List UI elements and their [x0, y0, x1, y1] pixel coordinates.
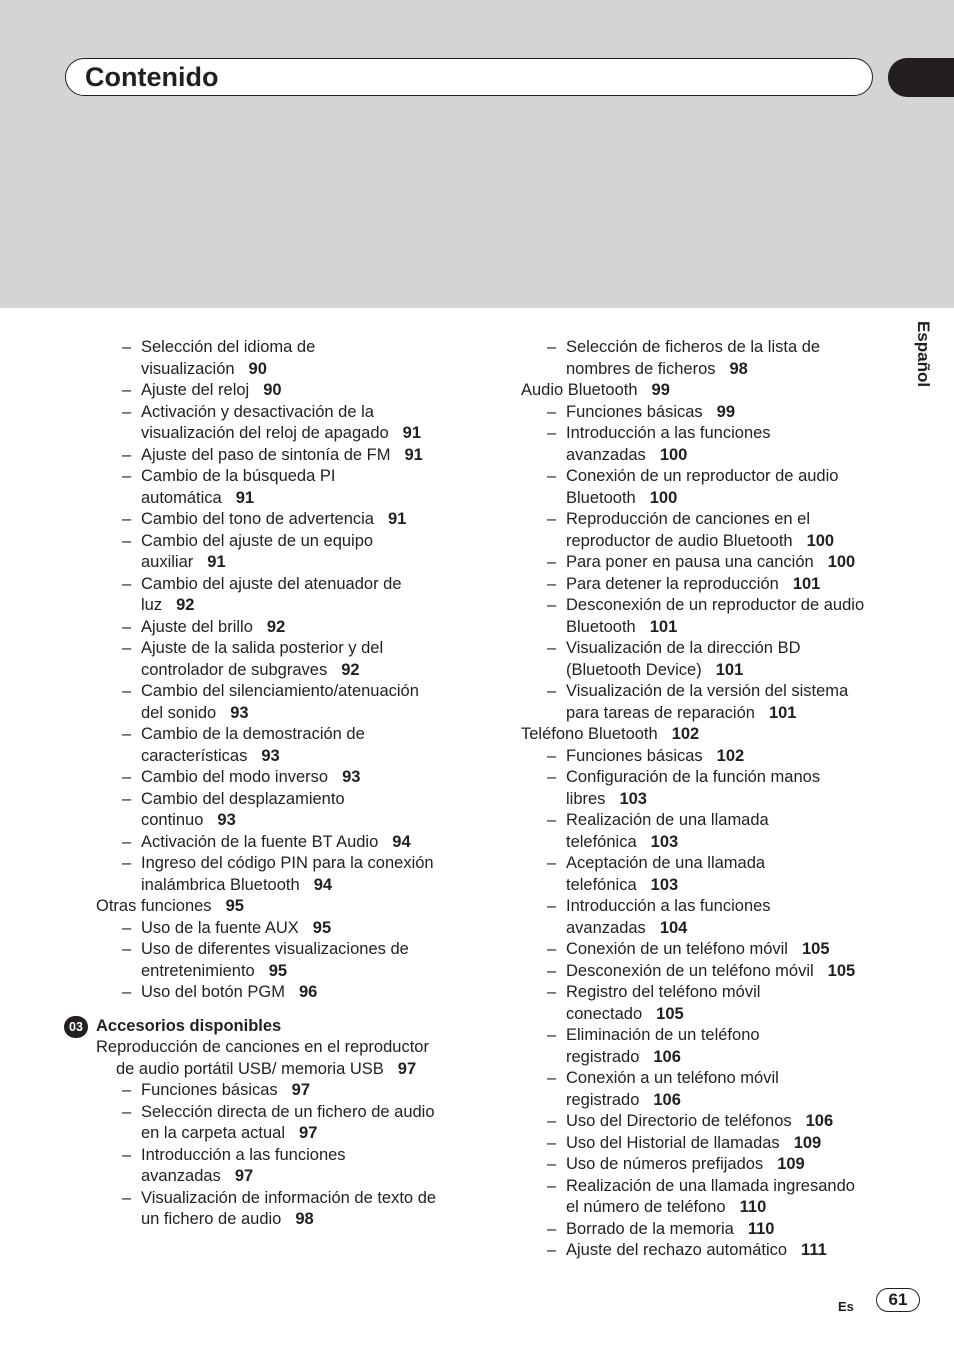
- toc-entry-title: Cambio de la demostración de características: [141, 725, 365, 765]
- toc-entry-title: Funciones básicas: [141, 1081, 278, 1099]
- toc-entry-title: Uso del botón PGM: [141, 983, 285, 1001]
- toc-topic[interactable]: [487, 380, 867, 402]
- toc-subentry[interactable]: [62, 832, 442, 854]
- footer-page-number: 61: [876, 1288, 920, 1312]
- toc-subentry[interactable]: [487, 961, 867, 983]
- toc-page-number: 91: [235, 488, 255, 507]
- toc-topic[interactable]: [62, 1037, 442, 1080]
- toc-page-number: 100: [649, 488, 678, 507]
- toc-entry-title: Funciones básicas: [566, 746, 703, 765]
- toc-entry-title: Para detener la reproducción: [566, 574, 779, 593]
- toc-entry-title: Reproducción de canciones en el reproductor de audio portátil USB/ memoria USB: [96, 1038, 429, 1078]
- dash-bullet: –: [547, 682, 557, 700]
- toc-entry-title: Cambio del desplazamiento continuo: [141, 789, 345, 829]
- toc-subentry[interactable]: [487, 466, 867, 509]
- toc-subentry[interactable]: [487, 1154, 867, 1176]
- toc-page-number: 96: [299, 983, 318, 1001]
- toc-entry-title: Realización de una llamada telefónica: [566, 811, 769, 851]
- toc-page-number: 110: [739, 1198, 767, 1216]
- toc-page-number: 103: [619, 789, 647, 808]
- toc-subentry[interactable]: [487, 767, 867, 810]
- toc-entry-title: Conexión de un teléfono móvil: [566, 940, 788, 958]
- dash-bullet: –: [122, 1188, 132, 1207]
- toc-entry-title: Cambio de la búsqueda PI automática: [141, 467, 336, 507]
- toc-page-number: 95: [268, 961, 288, 980]
- toc-subentry[interactable]: [62, 638, 442, 681]
- toc-entry-title: Visualización de la dirección BD (Bluetooth Device): [566, 639, 801, 679]
- toc-page-number: 105: [827, 961, 856, 980]
- toc-entry-title: Borrado de la memoria: [566, 1219, 734, 1238]
- toc-subentry[interactable]: [62, 445, 442, 467]
- toc-entry-title: Otras funciones: [96, 897, 212, 915]
- toc-subentry[interactable]: [62, 380, 442, 402]
- toc-page-number: 97: [397, 1059, 417, 1078]
- dash-bullet: –: [122, 617, 132, 636]
- toc-page-number: 105: [801, 940, 830, 958]
- toc-subentry[interactable]: [62, 724, 442, 767]
- dash-bullet: –: [547, 961, 557, 980]
- page-title: Contenido: [85, 62, 219, 92]
- toc-page-number: 110: [747, 1219, 775, 1238]
- dash-bullet: –: [547, 854, 557, 872]
- toc-entry-title: Para poner en pausa una canción: [566, 553, 814, 571]
- toc-page-number: 103: [650, 875, 679, 894]
- toc-entry-title: Aceptación de una llamada telefónica: [566, 854, 766, 894]
- dash-bullet: –: [547, 983, 557, 1001]
- dash-bullet: –: [122, 832, 132, 851]
- toc-page-number: 97: [234, 1167, 254, 1185]
- toc-left-column: [62, 337, 442, 1231]
- toc-page-number: 94: [313, 875, 333, 894]
- toc-page-number: 93: [230, 703, 249, 722]
- section-heading: [62, 1016, 442, 1038]
- toc-page-number: 100: [659, 445, 688, 464]
- toc-subentry[interactable]: [487, 1133, 867, 1155]
- toc-page-number: 97: [291, 1081, 311, 1099]
- toc-entry-title: Reproducción de canciones en el reproductor de audio Bluetooth: [566, 510, 810, 550]
- toc-subentry[interactable]: [62, 531, 442, 574]
- dash-bullet: –: [122, 918, 132, 937]
- toc-entry-title: Audio Bluetooth: [521, 381, 638, 399]
- toc-subentry[interactable]: [487, 810, 867, 853]
- toc-page-number: 91: [404, 445, 423, 464]
- toc-entry-title: Cambio del ajuste de un equipo auxiliar: [141, 531, 374, 571]
- dash-bullet: –: [122, 854, 132, 872]
- dash-bullet: –: [122, 940, 132, 958]
- toc-page-number: 91: [402, 424, 422, 442]
- toc-page-number: 98: [295, 1210, 314, 1228]
- toc-entry-title: Uso de diferentes visualizaciones de entretenimiento: [141, 940, 409, 980]
- toc-page-number: 101: [768, 703, 797, 722]
- toc-page-number: 92: [266, 617, 286, 636]
- toc-entry-title: Ingreso del código PIN para la conexión inalámbrica Bluetooth: [141, 854, 434, 894]
- toc-entry-title: Desconexión de un reproductor de audio Bluetooth: [566, 596, 865, 636]
- toc-entry-title: Uso del Directorio de teléfonos: [566, 1112, 792, 1130]
- dash-bullet: –: [547, 1155, 557, 1173]
- toc-subentry[interactable]: [487, 423, 867, 466]
- toc-subentry[interactable]: [487, 402, 867, 424]
- dash-bullet: –: [122, 381, 132, 399]
- dash-bullet: –: [547, 1026, 557, 1044]
- toc-entry-title: Uso del Historial de llamadas: [566, 1133, 780, 1152]
- toc-entry-title: Ajuste de la salida posterior y del controlador de subgraves: [141, 639, 384, 679]
- toc-page-number: 92: [176, 596, 195, 614]
- toc-subentry[interactable]: [62, 337, 442, 380]
- title-bar: [65, 58, 873, 96]
- dash-bullet: –: [122, 983, 132, 1001]
- dash-bullet: –: [547, 402, 557, 421]
- toc-subentry[interactable]: [62, 853, 442, 896]
- dash-bullet: –: [122, 725, 132, 743]
- toc-subentry[interactable]: [487, 1176, 867, 1219]
- dash-bullet: –: [547, 1133, 557, 1152]
- toc-entry-title: Visualización de la versión del sistema para tareas de reparación: [566, 682, 849, 722]
- dash-bullet: –: [547, 940, 557, 958]
- toc-page-number: 93: [217, 811, 236, 829]
- toc-topic[interactable]: [487, 724, 867, 746]
- toc-subentry[interactable]: [62, 509, 442, 531]
- toc-entry-title: Cambio del silenciamiento/atenuación del sonido: [141, 682, 419, 722]
- toc-subentry[interactable]: [487, 337, 867, 380]
- dash-bullet: –: [547, 574, 557, 593]
- dash-bullet: –: [122, 639, 132, 657]
- dash-bullet: –: [547, 897, 557, 915]
- dash-bullet: –: [122, 1102, 132, 1121]
- toc-subentry[interactable]: [487, 939, 867, 961]
- dash-bullet: –: [547, 746, 557, 765]
- toc-page-number: 100: [806, 531, 835, 550]
- toc-subentry[interactable]: [487, 1219, 867, 1241]
- dash-bullet: –: [122, 789, 132, 808]
- toc-page-number: 95: [312, 918, 332, 937]
- toc-subentry[interactable]: [487, 746, 867, 768]
- dash-bullet: –: [547, 768, 557, 786]
- toc-entry-title: Uso de la fuente AUX: [141, 918, 299, 937]
- toc-entry-title: Selección del idioma de visualización: [141, 338, 316, 378]
- toc-page-number: 90: [248, 359, 267, 378]
- toc-subentry[interactable]: [62, 1145, 442, 1188]
- dash-bullet: –: [122, 338, 132, 356]
- language-label: Español: [914, 320, 933, 388]
- toc-subentry[interactable]: [62, 1188, 442, 1231]
- toc-subentry[interactable]: [487, 509, 867, 552]
- toc-page-number: 95: [225, 897, 244, 915]
- toc-page-number: 97: [299, 1124, 318, 1142]
- dash-bullet: –: [122, 510, 132, 528]
- dash-bullet: –: [547, 639, 557, 657]
- toc-subentry[interactable]: [62, 789, 442, 832]
- dash-bullet: –: [122, 445, 132, 464]
- toc-subentry[interactable]: [487, 1025, 867, 1068]
- dash-bullet: –: [547, 811, 557, 829]
- toc-page-number: 106: [805, 1112, 834, 1130]
- toc-page-number: 98: [729, 359, 748, 378]
- toc-page-number: 92: [341, 660, 360, 679]
- toc-page-number: 94: [392, 832, 411, 851]
- dash-bullet: –: [547, 424, 557, 442]
- toc-page-number: 109: [793, 1133, 822, 1152]
- toc-subentry[interactable]: [62, 466, 442, 509]
- toc-subentry[interactable]: [487, 1111, 867, 1133]
- toc-subentry[interactable]: [487, 1240, 867, 1262]
- toc-entry-title: Selección directa de un fichero de audio en la carpeta actual: [141, 1102, 435, 1142]
- dash-bullet: –: [122, 768, 132, 786]
- footer-language-code: Es: [838, 1299, 854, 1314]
- toc-subentry[interactable]: [62, 681, 442, 724]
- toc-subentry[interactable]: [487, 574, 867, 596]
- toc-entry-title: Visualización de información de texto de un fichero de audio: [141, 1188, 437, 1228]
- language-tab-marker: [888, 282, 954, 298]
- toc-page-number: 91: [207, 553, 226, 571]
- toc-subentry[interactable]: [487, 896, 867, 939]
- toc-page-number: 101: [649, 617, 678, 636]
- toc-page-number: 91: [387, 510, 407, 528]
- dash-bullet: –: [122, 402, 132, 421]
- section-title: Accesorios disponibles: [96, 1016, 282, 1035]
- toc-subentry[interactable]: [62, 1080, 442, 1102]
- dash-bullet: –: [122, 531, 132, 550]
- toc-entry-title: Activación y desactivación de la visualización del reloj de apagado: [141, 402, 389, 442]
- toc-subentry[interactable]: [487, 853, 867, 896]
- toc-page-number: 106: [653, 1047, 681, 1066]
- toc-subentry[interactable]: [62, 982, 442, 1004]
- toc-entry-title: Cambio del ajuste del atenuador de luz: [141, 574, 402, 614]
- toc-entry-title: Introducción a las funciones avanzadas: [566, 897, 771, 937]
- toc-page-number: 105: [656, 1004, 684, 1023]
- dash-bullet: –: [547, 1069, 557, 1087]
- toc-subentry[interactable]: [487, 595, 867, 638]
- toc-subentry[interactable]: [487, 552, 867, 574]
- dash-bullet: –: [547, 1241, 557, 1259]
- dash-bullet: –: [547, 338, 557, 356]
- toc-subentry[interactable]: [62, 939, 442, 982]
- toc-subentry[interactable]: [62, 918, 442, 940]
- toc-entry-title: Teléfono Bluetooth: [521, 725, 658, 743]
- toc-page-number: 101: [792, 574, 821, 593]
- toc-page-number: 90: [263, 381, 282, 399]
- dash-bullet: –: [122, 682, 132, 700]
- toc-entry-title: Configuración de la función manos libres: [566, 768, 821, 808]
- dash-bullet: –: [122, 1145, 132, 1164]
- toc-subentry[interactable]: [487, 638, 867, 681]
- toc-entry-title: Selección de ficheros de la lista de nombres de ficheros: [566, 338, 821, 378]
- toc-page-number: 106: [653, 1090, 681, 1109]
- toc-entry-title: Cambio del modo inverso: [141, 768, 329, 786]
- toc-entry-title: Funciones básicas: [566, 402, 703, 421]
- toc-entry-title: Introducción a las funciones avanzadas: [141, 1145, 346, 1185]
- toc-page-number: 101: [715, 660, 744, 679]
- dash-bullet: –: [122, 467, 132, 485]
- toc-subentry[interactable]: [487, 1068, 867, 1111]
- toc-page-number: 100: [827, 553, 856, 571]
- toc-page-number: 99: [651, 381, 670, 399]
- toc-page-number: 109: [777, 1155, 805, 1173]
- section-tab-marker: [888, 58, 954, 97]
- toc-entry-title: Uso de números prefijados: [566, 1155, 764, 1173]
- toc-subentry[interactable]: [62, 1102, 442, 1145]
- dash-bullet: –: [547, 553, 557, 571]
- toc-page-number: 104: [659, 918, 688, 937]
- language-side-tab: [914, 310, 934, 400]
- dash-bullet: –: [547, 596, 557, 614]
- toc-page-number: 93: [342, 768, 361, 786]
- toc-page-number: 93: [261, 746, 280, 765]
- toc-topic[interactable]: [62, 896, 442, 918]
- toc-entry-title: Activación de la fuente BT Audio: [141, 832, 379, 851]
- toc-entry-title: Realización de una llamada ingresando el número de teléfono: [566, 1176, 855, 1216]
- dash-bullet: –: [547, 1176, 557, 1195]
- dash-bullet: –: [547, 510, 557, 528]
- toc-entry-title: Eliminación de un teléfono registrado: [566, 1026, 760, 1066]
- toc-page-number: 111: [801, 1241, 827, 1259]
- toc-subentry[interactable]: [62, 402, 442, 445]
- section-number-badge: 03: [64, 1016, 88, 1038]
- toc-entry-title: Ajuste del paso de sintonía de FM: [141, 445, 391, 464]
- dash-bullet: –: [547, 1112, 557, 1130]
- dash-bullet: –: [547, 1219, 557, 1238]
- toc-page-number: 99: [716, 402, 736, 421]
- dash-bullet: –: [122, 1081, 132, 1099]
- toc-subentry[interactable]: [487, 681, 867, 724]
- toc-subentry[interactable]: [487, 982, 867, 1025]
- toc-page-number: 103: [650, 832, 679, 851]
- toc-entry-title: Introducción a las funciones avanzadas: [566, 424, 771, 464]
- toc-entry-title: Conexión de un reproductor de audio Bluetooth: [566, 467, 839, 507]
- dash-bullet: –: [122, 574, 132, 593]
- toc-entry-title: Registro del teléfono móvil conectado: [566, 983, 761, 1023]
- toc-entry-title: Ajuste del brillo: [141, 617, 253, 636]
- toc-page-number: 102: [671, 725, 700, 743]
- toc-right-column: [487, 337, 867, 1262]
- header-band: [0, 0, 954, 308]
- toc-subentry[interactable]: [62, 574, 442, 617]
- toc-page-number: 102: [716, 746, 745, 765]
- toc-subentry[interactable]: [62, 617, 442, 639]
- dash-bullet: –: [547, 467, 557, 485]
- toc-entry-title: Ajuste del rechazo automático: [566, 1241, 788, 1259]
- toc-subentry[interactable]: [62, 767, 442, 789]
- toc-entry-title: Cambio del tono de advertencia: [141, 510, 374, 528]
- toc-entry-title: Conexión a un teléfono móvil registrado: [566, 1069, 779, 1109]
- toc-entry-title: Desconexión de un teléfono móvil: [566, 961, 814, 980]
- toc-entry-title: Ajuste del reloj: [141, 381, 250, 399]
